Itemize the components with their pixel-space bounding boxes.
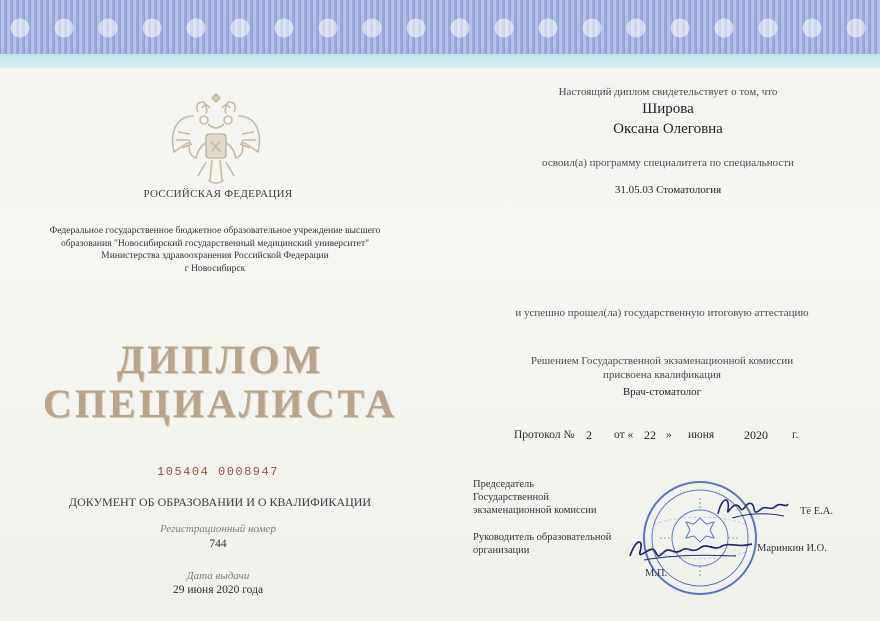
program-text: освоил(а) программу специалитета по специальности (542, 157, 794, 169)
institution-name (30, 225, 400, 275)
qualification: Врач-стоматолог (622, 386, 702, 398)
chair-title-line: экзаменационной комиссии (473, 505, 597, 516)
institution-line: образования "Новосибирский государственный медицинский университет" (60, 237, 370, 249)
stamp-place-label: М.П. (645, 568, 668, 579)
protocol-month: июня (688, 429, 715, 441)
graduate-surname: Широва (642, 101, 694, 117)
registration-label: Регистрационный номер (160, 523, 276, 535)
head-title-line: Руководитель образовательной (473, 532, 612, 543)
chair-title-line: Государственной (473, 492, 549, 503)
head-name: Маринкин И.О. (757, 543, 827, 554)
decision-line: Решением Государственной экзаменационной комиссии (530, 355, 794, 367)
institution-line: Федеральное государственное бюджетное образовательное учреждение высшего (49, 225, 381, 236)
document-title-line2: СПЕЦИАЛИСТА (42, 381, 398, 426)
serial-number: 105404 0008947 (157, 465, 279, 479)
document-type: ДОКУМЕНТ ОБ ОБРАЗОВАНИИ И О КВАЛИФИКАЦИИ (68, 495, 372, 509)
guilloche-border (0, 0, 880, 68)
document-title-line1: ДИПЛОМ (116, 337, 324, 382)
protocol-number: 2 (586, 428, 592, 442)
head-signature-icon (626, 534, 756, 564)
institution-line: Министерства здравоохранения Российской Федерации (101, 250, 329, 261)
decision-line: присвоена квалификация (603, 369, 721, 381)
chair-title (473, 478, 597, 517)
protocol-year: 2020 (744, 428, 768, 442)
commission-decision (452, 354, 872, 382)
protocol-from: от « (614, 429, 634, 441)
chair-title-line: Председатель (473, 479, 535, 490)
issue-date-label: Дата выдачи (186, 570, 250, 582)
graduate-name: Оксана Олеговна (613, 121, 723, 137)
chair-signature-icon (712, 490, 792, 524)
head-title-line: организации (473, 545, 530, 556)
country-label: РОССИЙСКАЯ ФЕДЕРАЦИЯ (143, 188, 293, 200)
protocol-year-suffix: г. (792, 429, 799, 441)
certifies-text: Настоящий диплом свидетельствует о том, что (558, 86, 778, 98)
attestation-text: и успешно прошел(ла) государственную итоговую аттестацию (515, 307, 809, 319)
head-title (473, 531, 611, 557)
protocol-label: Протокол № (514, 429, 575, 441)
specialty: 31.05.03 Стоматология (614, 184, 722, 196)
institution-line: г Новосибирск (184, 262, 246, 274)
registration-number: 744 (209, 538, 227, 550)
chair-name: Тё Е.А. (800, 506, 833, 517)
eagle-emblem-icon (168, 92, 264, 190)
protocol-day: 22 (644, 428, 656, 442)
protocol-quote-close: » (666, 429, 672, 441)
issue-date: 29 июня 2020 года (172, 584, 264, 596)
